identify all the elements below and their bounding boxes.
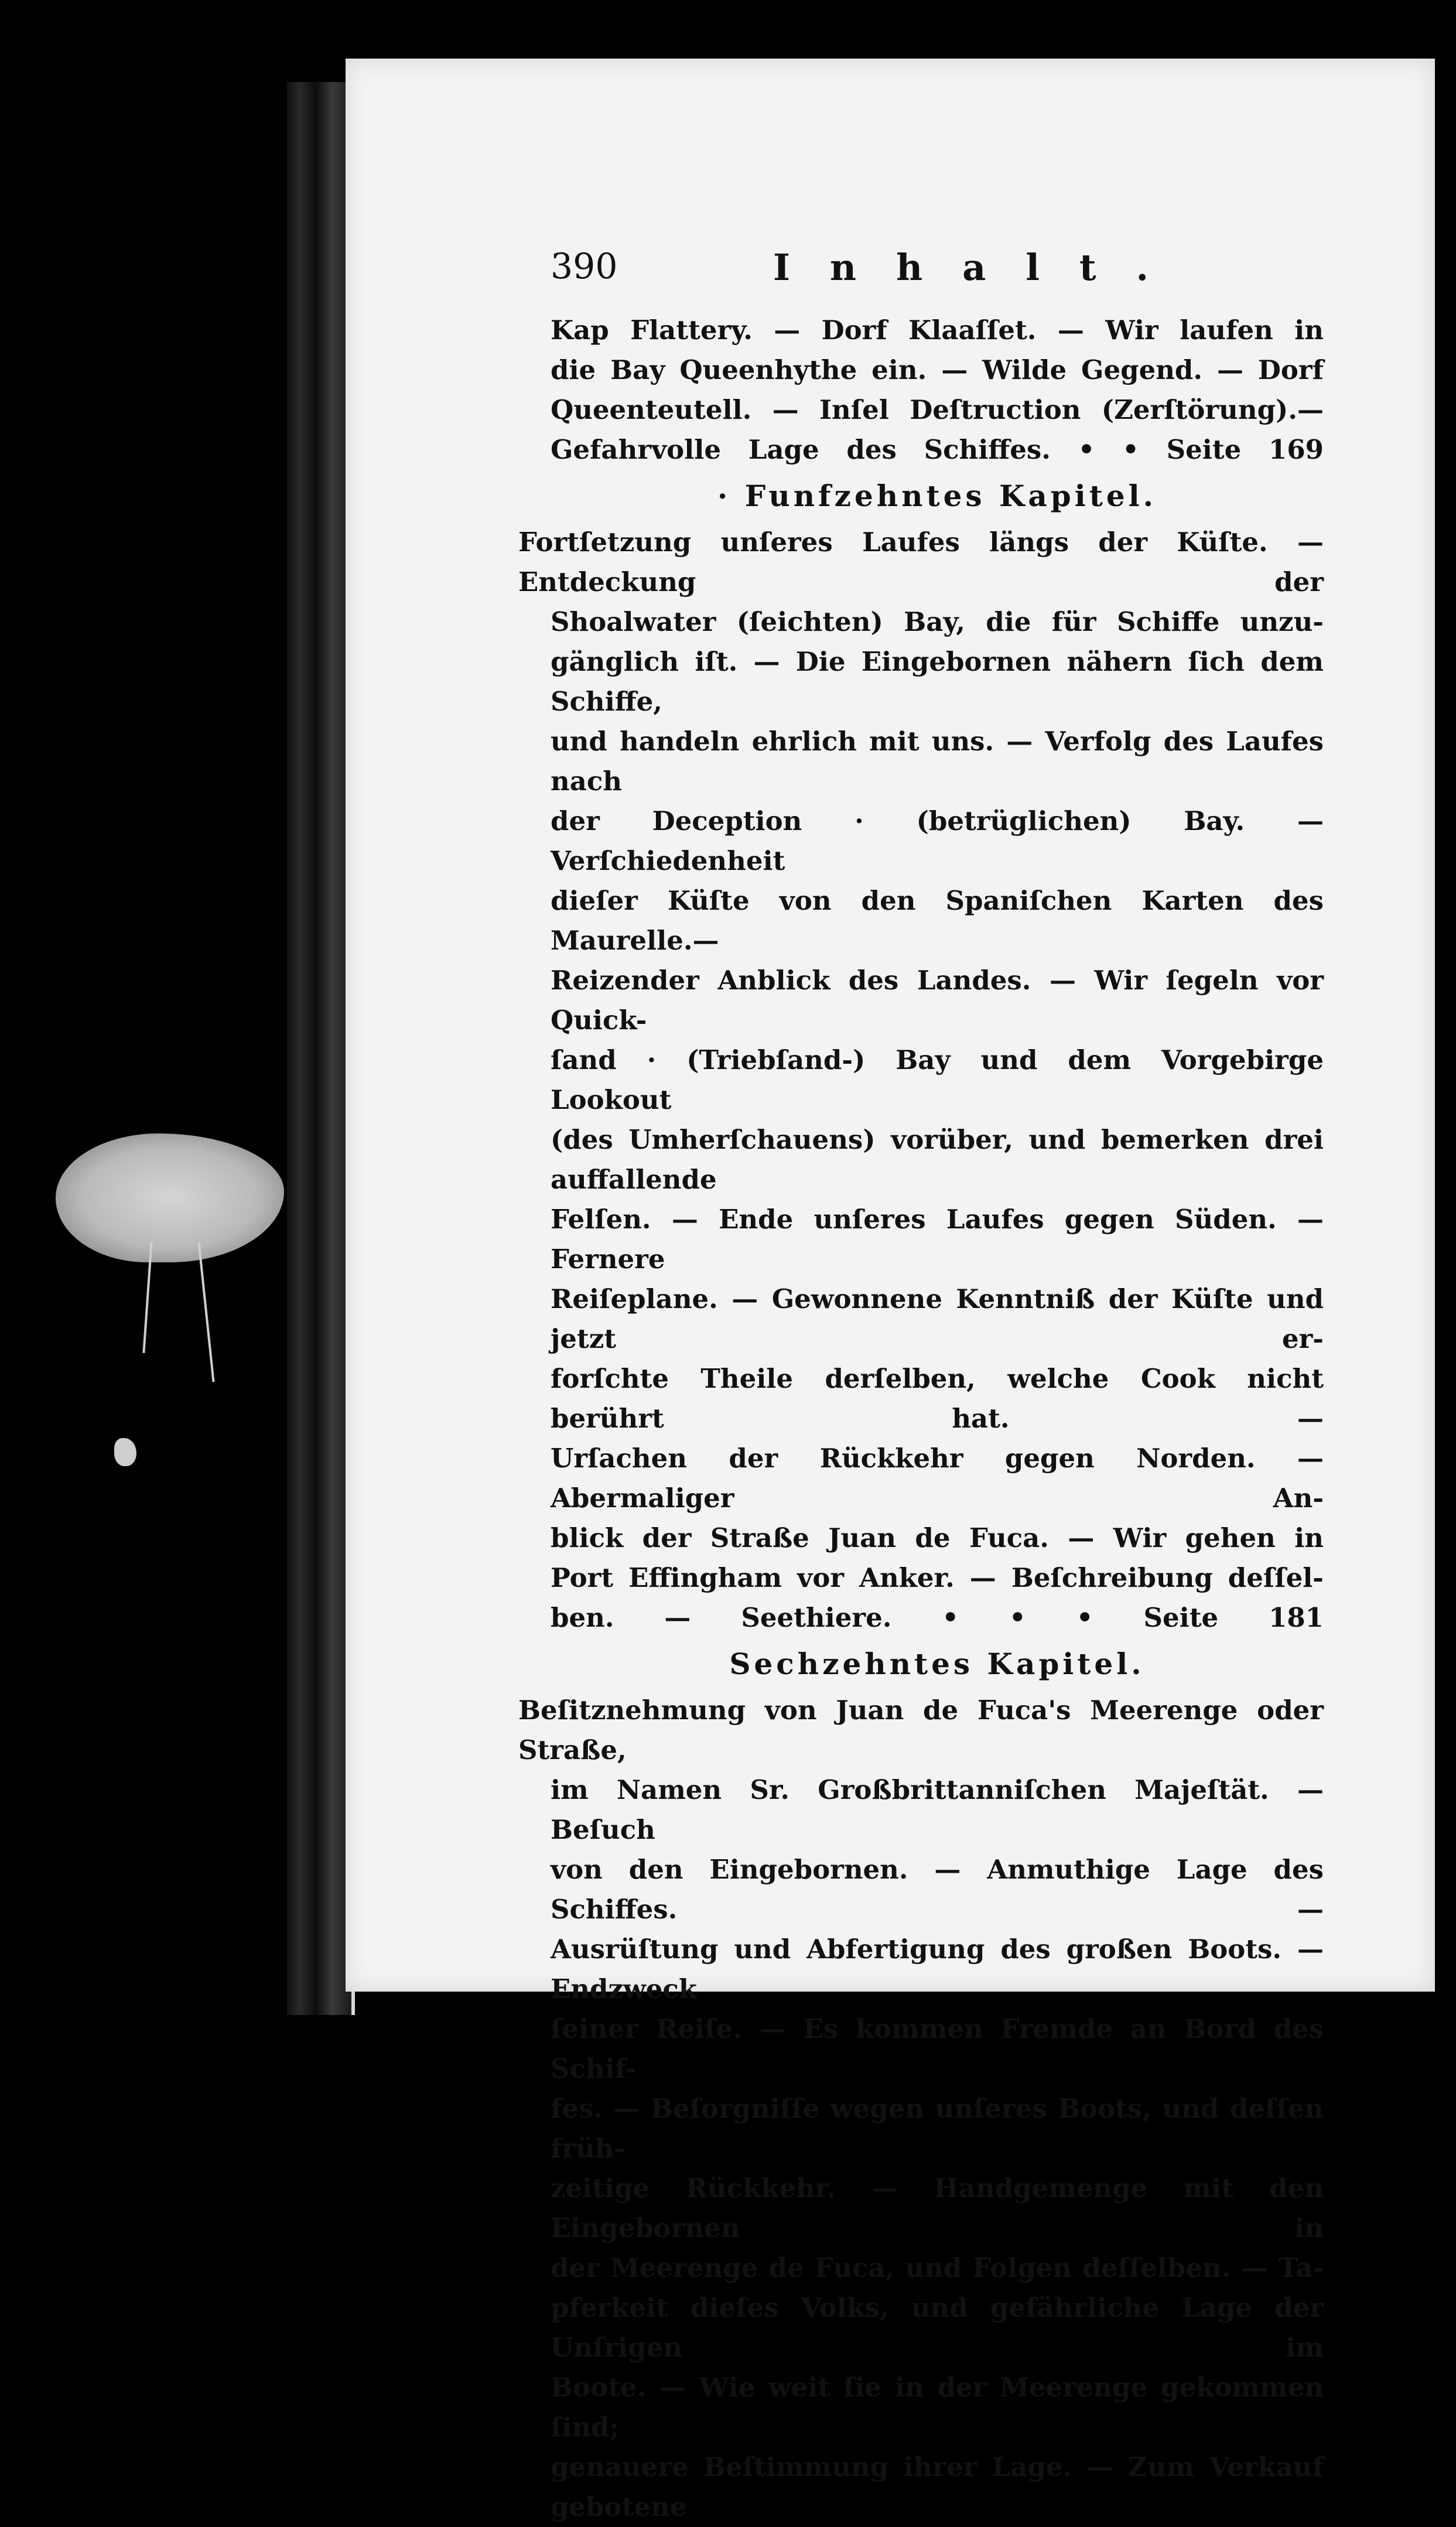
page-number: 390 <box>551 246 618 287</box>
summary-line: der Meerenge de Fuca, und Folgen deſſelben. — Ta- <box>551 2252 1324 2283</box>
summary-line: ſeiner Reiſe. — Es kommen Fremde an Bord des Schif- <box>551 2013 1324 2084</box>
summary-line: im Namen Sr. Großbrittanniſchen Majeſtät. — Beſuch <box>551 1774 1324 1845</box>
summary-line: forſchte Theile derſelben, welche Cook nicht berührt hat. — <box>551 1363 1324 1434</box>
table-of-contents-text <box>518 246 1324 2527</box>
summary-line: Shoalwater (ſeichten) Bay, die für Schiffe unzu- <box>551 606 1324 637</box>
chapter-summary-continued <box>551 310 1324 470</box>
summary-line: Kap Flattery. — Dorf Klaaſſet. — Wir laufen in <box>551 315 1324 346</box>
summary-line: genauere Beſtimmung ihrer Lage. — Zum Verkauf gebotene <box>551 2451 1324 2522</box>
summary-line: blick der Straße Juan de Fuca. — Wir gehen in <box>551 1522 1324 1553</box>
chapter-heading-15: · Funfzehntes Kapitel. <box>717 479 1157 513</box>
summary-line: und handeln ehrlich mit uns. — Verfolg des Laufes nach <box>551 726 1324 797</box>
summary-line: (des Umherſchauens) vorüber, und bemerken drei auffallende <box>551 1124 1324 1195</box>
summary-line: Ausrüſtung und Abfertigung des großen Boots. — Endzweck <box>551 1934 1324 2004</box>
summary-line: Reiſeplane. — Gewonnene Kenntniß der Küſte und jetzt er- <box>551 1283 1324 1354</box>
book-binding-edge <box>287 82 355 2015</box>
chapter-15-summary <box>518 523 1324 1638</box>
summary-line: Fortſetzung unſeres Laufes längs der Küſte. — Entdeckung der <box>518 527 1324 597</box>
summary-line: ſand · (Triebſand-) Bay und dem Vorgebirge Lookout <box>551 1044 1324 1115</box>
summary-line: Beſitznehmung von Juan de Fuca's Meerenge oder Straße, <box>518 1695 1324 1766</box>
summary-line: der Deception · (betrüglichen) Bay. — Verſchiedenheit <box>551 805 1324 876</box>
chapter-heading-16: Sechzehntes Kapitel. <box>729 1647 1145 1681</box>
summary-line: Queenteutell. — Inſel Deſtruction (Zerſtörung).— <box>551 394 1324 425</box>
page-header <box>551 246 1324 310</box>
running-head: Inhalt. <box>773 246 1189 289</box>
summary-line: Felſen. — Ende unſeres Laufes gegen Süden. — Fernere <box>551 1204 1324 1275</box>
paper-thread <box>197 1242 214 1382</box>
summary-line: fes. — Beſorgniſſe wegen unſeres Boots, und deſſen früh- <box>551 2093 1324 2164</box>
summary-line: gänglich iſt. — Die Eingebornen nähern ſich dem Schiffe, <box>551 646 1324 717</box>
summary-line: Reizender Anblick des Landes. — Wir ſegeln vor Quick- <box>551 965 1324 1036</box>
summary-line: pferkeit dieſes Volks, und gefährliche Lage der Unſrigen im <box>551 2292 1324 2363</box>
summary-line: Urſachen der Rückkehr gegen Norden. — Abermaliger An- <box>551 1443 1324 1514</box>
paper-speck <box>114 1438 136 1466</box>
summary-line: Boote. — Wie weit ſie in der Meerenge gekommen ſind; <box>551 2372 1324 2443</box>
summary-line: Gefahrvolle Lage des Schiffes. • • Seite 169 <box>551 434 1324 465</box>
summary-line: von den Eingebornen. — Anmuthige Lage des Schiffes. — <box>551 1854 1324 1925</box>
chapter-16-summary <box>518 1691 1324 2527</box>
summary-line: dieſer Küſte von den Spaniſchen Karten des Maurelle.— <box>551 885 1324 956</box>
torn-paper-fragment <box>56 1133 284 1262</box>
summary-line: ben. — Seethiere. • • • Seite 181 <box>551 1602 1324 1633</box>
summary-line: die Bay Queenhythe ein. — Wilde Gegend. — Dorf <box>551 354 1324 385</box>
summary-line: Port Effingham vor Anker. — Beſchreibung deſſel- <box>551 1562 1324 1593</box>
summary-line: zeitige Rückkehr. — Handgemenge mit den Eingebornen in <box>551 2173 1324 2243</box>
